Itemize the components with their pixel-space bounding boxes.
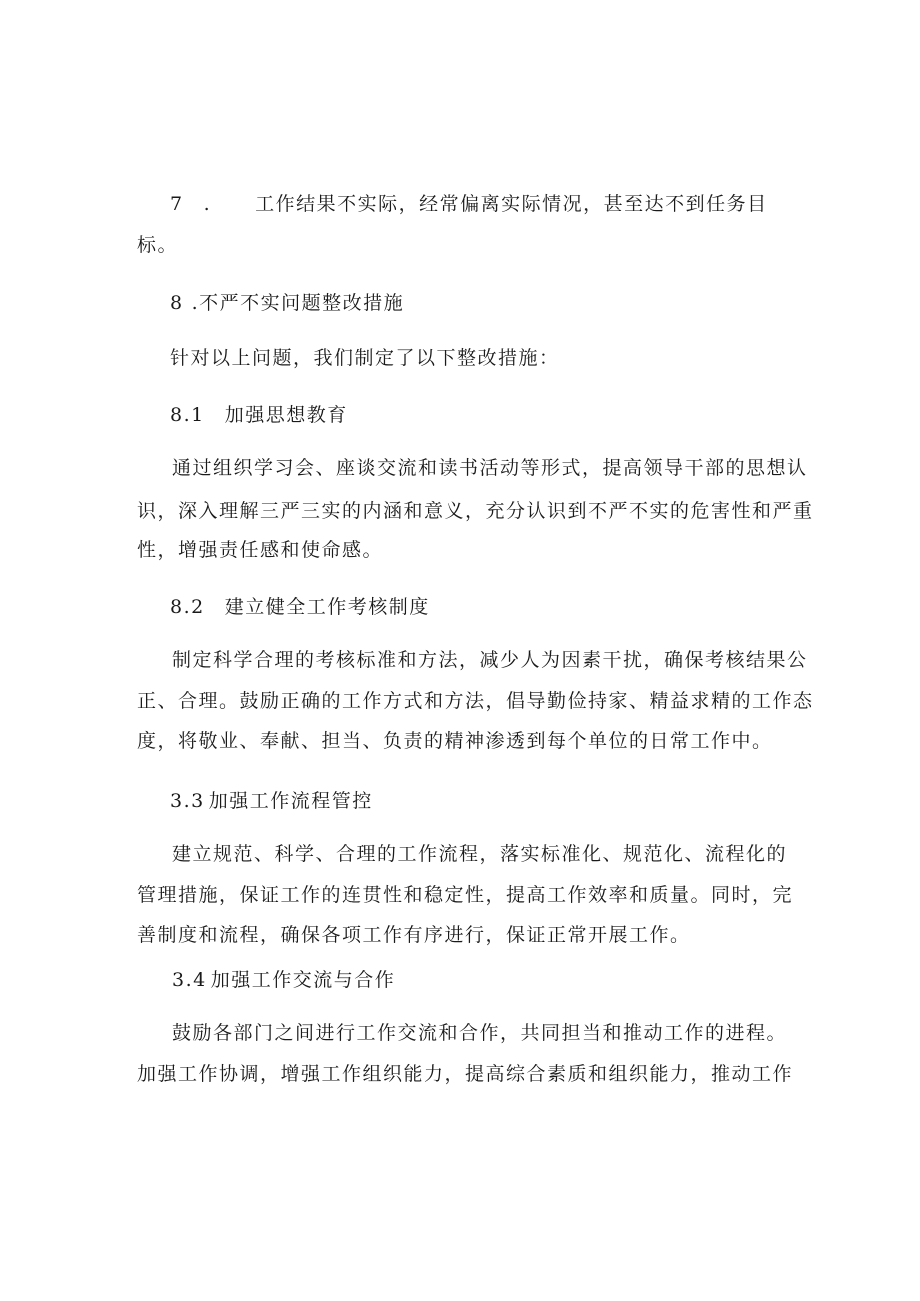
section-8-2-number: 8.2 xyxy=(170,596,205,618)
item-7-text: 工作结果不实际，经常偏离实际情况，甚至达不到任务目 xyxy=(255,193,768,215)
section-3-3-body-line-1: 建立规范、科学、合理的工作流程，落实标准化、规范化、流程化的 xyxy=(172,843,788,865)
intro-paragraph: 针对以上问题，我们制定了以下整改措施： xyxy=(170,347,560,369)
item-7-line-2: 标。 xyxy=(137,234,179,256)
section-3-4-body-line-2: 加强工作协调，增强工作组织能力，提高综合素质和组织能力，推动工作 xyxy=(137,1063,794,1085)
section-8-1-title: 加强思想教育 xyxy=(224,404,348,426)
section-3-3-body-line-3: 善制度和流程，确保各项工作有序进行，保证正常开展工作。 xyxy=(137,924,691,946)
section-3-4-heading xyxy=(172,969,395,991)
section-8-2-title: 建立健全工作考核制度 xyxy=(224,596,430,618)
section-8-2-body-line-2: 正、合理。鼓励正确的工作方式和方法，倡导勤俭持家、精益求精的工作态 xyxy=(137,690,814,712)
section-8-1-body-line-2: 识，深入理解三严三实的内涵和意义，充分认识到不严不实的危害性和严重 xyxy=(137,500,814,522)
item-7-number: 7 xyxy=(170,193,184,215)
section-8-1-number: 8.1 xyxy=(170,404,205,426)
section-8-1-heading xyxy=(170,404,348,426)
item-7-dot: . xyxy=(203,193,212,215)
section-8-title: .不严不实问题整改措施 xyxy=(191,292,405,314)
section-3-3-title: 加强工作流程管控 xyxy=(208,790,373,812)
section-8-1-body-line-1: 通过组织学习会、座谈交流和读书活动等形式，提高领导干部的思想认 xyxy=(172,457,808,479)
section-8-number: 8 xyxy=(170,292,184,314)
section-8-2-body-line-1: 制定科学合理的考核标准和方法，减少人为因素干扰，确保考核结果公 xyxy=(172,649,808,671)
section-3-3-body-line-2: 管理措施，保证工作的连贯性和稳定性，提高工作效率和质量。同时，完 xyxy=(137,884,794,906)
section-3-3-number: 3.3 xyxy=(170,790,205,812)
item-7-line-1 xyxy=(170,193,768,215)
section-3-3-heading xyxy=(170,790,373,812)
section-3-4-title: 加强工作交流与合作 xyxy=(210,969,396,991)
section-8-2-body-line-3: 度，将敬业、奉献、担当、负责的精神渗透到每个单位的日常工作中。 xyxy=(137,730,773,752)
section-3-4-body-line-1: 鼓励各部门之间进行工作交流和合作，共同担当和推动工作的进程。 xyxy=(172,1022,788,1044)
section-8-1-body-line-3: 性，增强责任感和使命感。 xyxy=(137,539,384,561)
section-3-4-number: 3.4 xyxy=(172,969,207,991)
section-8-2-heading xyxy=(170,596,430,618)
section-8-heading xyxy=(170,292,404,314)
